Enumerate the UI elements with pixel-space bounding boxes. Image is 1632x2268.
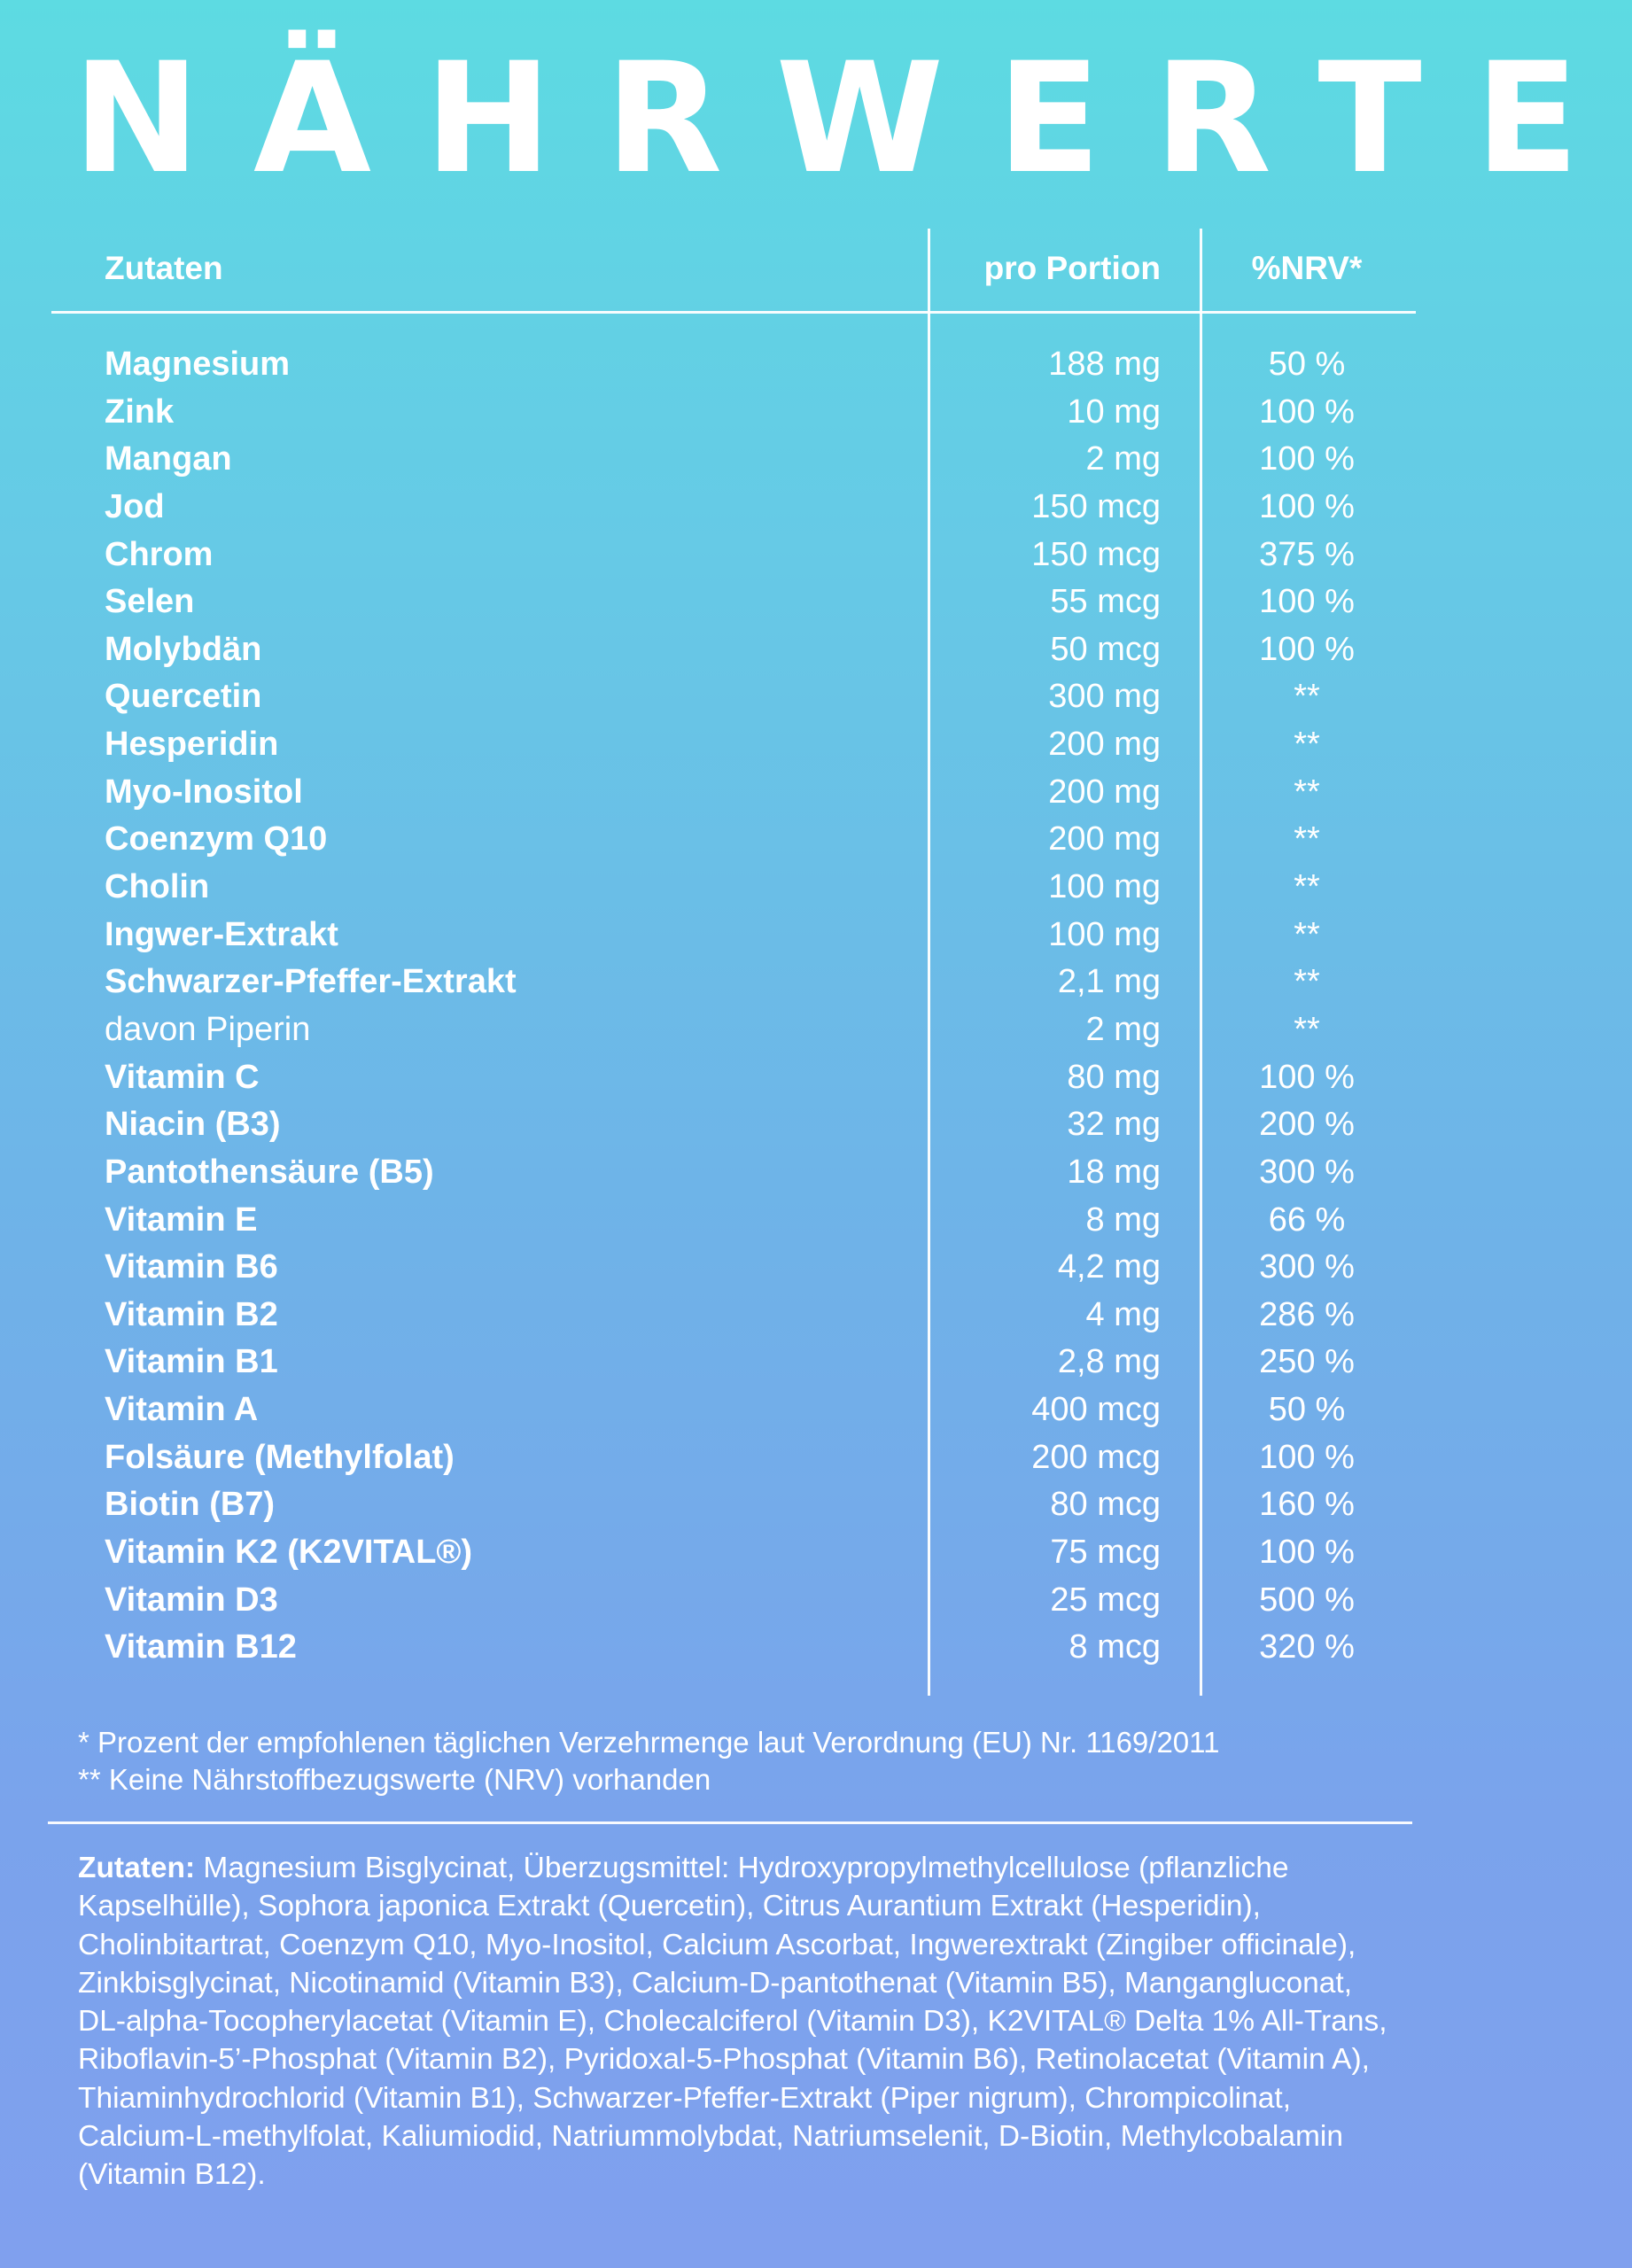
table-row [0, 1149, 1469, 1197]
nutrient-name: Folsäure (Methylfolat) [105, 1438, 455, 1476]
table-row [0, 1006, 1469, 1054]
nutrient-name: Vitamin B6 [105, 1248, 278, 1286]
nutrient-name: Quercetin [105, 678, 262, 716]
nutrient-nrv: 100 % [1259, 1058, 1355, 1096]
nutrient-name: Magnesium [105, 346, 291, 383]
nutrient-name: Myo-Inositol [105, 773, 303, 811]
nutrient-nrv: ** [1294, 915, 1320, 953]
table-row [0, 389, 1469, 437]
nutrient-portion: 2,8 mg [1057, 1343, 1161, 1381]
nutrient-nrv: ** [1294, 726, 1320, 764]
nutrient-name: Schwarzer-Pfeffer-Extrakt [105, 963, 517, 1001]
table-row [0, 721, 1469, 769]
table-row [0, 1434, 1469, 1482]
table-row [0, 1577, 1469, 1625]
nutrient-table [0, 341, 1469, 1672]
nutrient-nrv: 100 % [1259, 440, 1355, 478]
nutrient-portion: 4,2 mg [1057, 1248, 1161, 1286]
nutrient-nrv: ** [1294, 963, 1320, 1001]
table-row [0, 579, 1469, 626]
table-row [0, 769, 1469, 817]
footnote-no-nrv: ** Keine Nährstoffbezugswerte (NRV) vorhanden [78, 1763, 711, 1796]
nutrient-name: Coenzym Q10 [105, 820, 328, 858]
nutrient-name: Selen [105, 583, 195, 621]
nutrient-nrv: 160 % [1259, 1486, 1355, 1524]
nutrient-portion: 2,1 mg [1057, 963, 1161, 1001]
nutrient-nrv: 500 % [1259, 1581, 1355, 1619]
nutrient-name: Vitamin K2 (K2VITAL®) [105, 1534, 473, 1572]
table-row [0, 626, 1469, 674]
nutrient-portion: 200 mg [1048, 726, 1161, 764]
nutrient-nrv: ** [1294, 1010, 1320, 1048]
nutrient-nrv: 100 % [1259, 1438, 1355, 1476]
column-header-portion: pro Portion [983, 250, 1161, 286]
nutrient-nrv: 100 % [1259, 583, 1355, 621]
nutrient-portion: 150 mcg [1031, 487, 1161, 525]
nutrient-name: Niacin (B3) [105, 1106, 281, 1144]
ingredients-label: Zutaten: [78, 1852, 196, 1884]
table-row [0, 1529, 1469, 1577]
table-row [0, 532, 1469, 579]
table-row [0, 673, 1469, 721]
table-row [0, 1101, 1469, 1149]
table-row [0, 1244, 1469, 1292]
nutrient-name: Vitamin D3 [105, 1581, 278, 1619]
nutrient-name: Mangan [105, 440, 232, 478]
table-row [0, 484, 1469, 532]
nutrient-portion: 300 mg [1048, 678, 1161, 716]
nutrient-name: Zink [105, 392, 175, 431]
nutrient-name: Vitamin B1 [105, 1343, 278, 1381]
table-row [0, 1054, 1469, 1102]
ingredients-text [78, 1849, 1407, 2194]
nutrient-portion: 2 mg [1085, 440, 1161, 478]
footnote-divider [48, 1821, 1412, 1824]
nutrient-nrv: 200 % [1259, 1106, 1355, 1144]
nutrient-name: Chrom [105, 535, 214, 573]
nutrient-name: Vitamin A [105, 1391, 259, 1429]
nutrient-nrv: 66 % [1268, 1200, 1346, 1239]
nutrient-nrv: ** [1294, 678, 1320, 716]
table-row [0, 959, 1469, 1006]
nutrient-portion: 200 mg [1048, 820, 1161, 858]
footnote-nrv: * Prozent der empfohlenen täglichen Verzehrmenge laut Verordnung (EU) Nr. 1169/2011 [78, 1726, 1220, 1759]
nutrient-portion: 4 mg [1085, 1295, 1161, 1333]
nutrient-name: davon Piperin [105, 1010, 311, 1048]
nutrient-portion: 8 mg [1085, 1200, 1161, 1239]
nutrient-portion: 55 mcg [1050, 583, 1161, 621]
nutrient-name: Vitamin B12 [105, 1628, 297, 1666]
nutrient-name: Jod [105, 487, 165, 525]
nutrient-portion: 18 mg [1067, 1153, 1161, 1191]
nutrient-nrv: 300 % [1259, 1248, 1355, 1286]
nutrient-portion: 100 mg [1048, 915, 1161, 953]
nutrient-portion: 188 mg [1048, 346, 1161, 383]
nutrient-name: Vitamin E [105, 1200, 258, 1239]
nutrient-nrv: 375 % [1259, 535, 1355, 573]
nutrient-nrv: 100 % [1259, 1534, 1355, 1572]
table-row [0, 1339, 1469, 1386]
table-row [0, 341, 1469, 389]
table-row [0, 436, 1469, 484]
nutrient-nrv: ** [1294, 868, 1320, 906]
nutrient-name: Cholin [105, 868, 210, 906]
nutrient-name: Biotin (B7) [105, 1486, 276, 1524]
nutrient-nrv: 300 % [1259, 1153, 1355, 1191]
table-row [0, 1197, 1469, 1245]
column-header-nrv: %NRV* [1251, 250, 1363, 286]
nutrient-portion: 2 mg [1085, 1010, 1161, 1048]
nutrient-name: Hesperidin [105, 726, 279, 764]
table-row [0, 816, 1469, 864]
nutrient-portion: 80 mg [1067, 1058, 1161, 1096]
nutrient-portion: 10 mg [1067, 392, 1161, 431]
header-divider [51, 311, 1416, 314]
nutrient-portion: 8 mcg [1069, 1628, 1161, 1666]
nutrient-nrv: 100 % [1259, 630, 1355, 668]
nutrient-nrv: 100 % [1259, 392, 1355, 431]
nutrient-nrv: 320 % [1259, 1628, 1355, 1666]
nutrient-portion: 75 mcg [1050, 1534, 1161, 1572]
nutrient-nrv: ** [1294, 820, 1320, 858]
nutrient-portion: 200 mcg [1031, 1438, 1161, 1476]
nutrient-portion: 32 mg [1067, 1106, 1161, 1144]
table-row [0, 864, 1469, 912]
nutrient-portion: 80 mcg [1050, 1486, 1161, 1524]
ingredients-list: Magnesium Bisglycinat, Überzugsmittel: Hydroxypropylmethylcellulose (pflanzliche Kapselhülle), Sophora japonica Extrakt (Quercetin), Citrus Aurantium Extrakt (Hesperidin), Cholinbitartrat, Coenzym Q10, Myo-Inositol, Calcium Ascorbat, Ingwerextrakt (Zingiber officinale), Zinkbisglycinat, Nicotinamid (Vitamin B3), Calcium-D-pantothenat (Vitamin B5), Mangangluconat, DL-alpha-Tocopherylacetat (Vitamin E), Cholecalciferol (Vitamin D3), K2VITAL® Delta 1% All-Trans, Riboflavin-5’-Phosphat (Vitamin B2), Pyridoxal-5-Phosphat (Vitamin B6), Retinolacetat (Vitamin A), Thiaminhydrochlorid (Vitamin B1), Schwarzer-Pfeffer-Extrakt (Piper nigrum), Chrompicolinat, Calcium-L-methylfolat, Kaliumiodid, Natriummolybdat, Natriumselenit, D-Biotin, Methylcobalamin (Vitamin B12). [78, 1852, 1387, 2192]
nutrient-nrv: ** [1294, 773, 1320, 811]
nutrient-name: Pantothensäure (B5) [105, 1153, 434, 1191]
table-row [0, 1481, 1469, 1529]
nutrient-name: Vitamin C [105, 1058, 260, 1096]
nutrient-nrv: 286 % [1259, 1295, 1355, 1333]
table-row [0, 1292, 1469, 1340]
nutrient-portion: 100 mg [1048, 868, 1161, 906]
nutrient-nrv: 250 % [1259, 1343, 1355, 1381]
page-title: NÄHRWERTE [73, 29, 1632, 207]
nutrient-nrv: 50 % [1268, 346, 1346, 383]
nutrient-nrv: 50 % [1268, 1391, 1346, 1429]
column-header-ingredient: Zutaten [105, 250, 223, 286]
table-row [0, 1624, 1469, 1672]
nutrient-portion: 200 mg [1048, 773, 1161, 811]
nutrient-name: Ingwer-Extrakt [105, 915, 338, 953]
nutrient-name: Vitamin B2 [105, 1295, 278, 1333]
nutrient-nrv: 100 % [1259, 487, 1355, 525]
table-row [0, 912, 1469, 959]
nutrient-portion: 25 mcg [1050, 1581, 1161, 1619]
nutrient-portion: 50 mcg [1050, 630, 1161, 668]
nutrient-portion: 150 mcg [1031, 535, 1161, 573]
nutrient-name: Molybdän [105, 630, 262, 668]
table-row [0, 1386, 1469, 1434]
nutrient-portion: 400 mcg [1031, 1391, 1161, 1429]
